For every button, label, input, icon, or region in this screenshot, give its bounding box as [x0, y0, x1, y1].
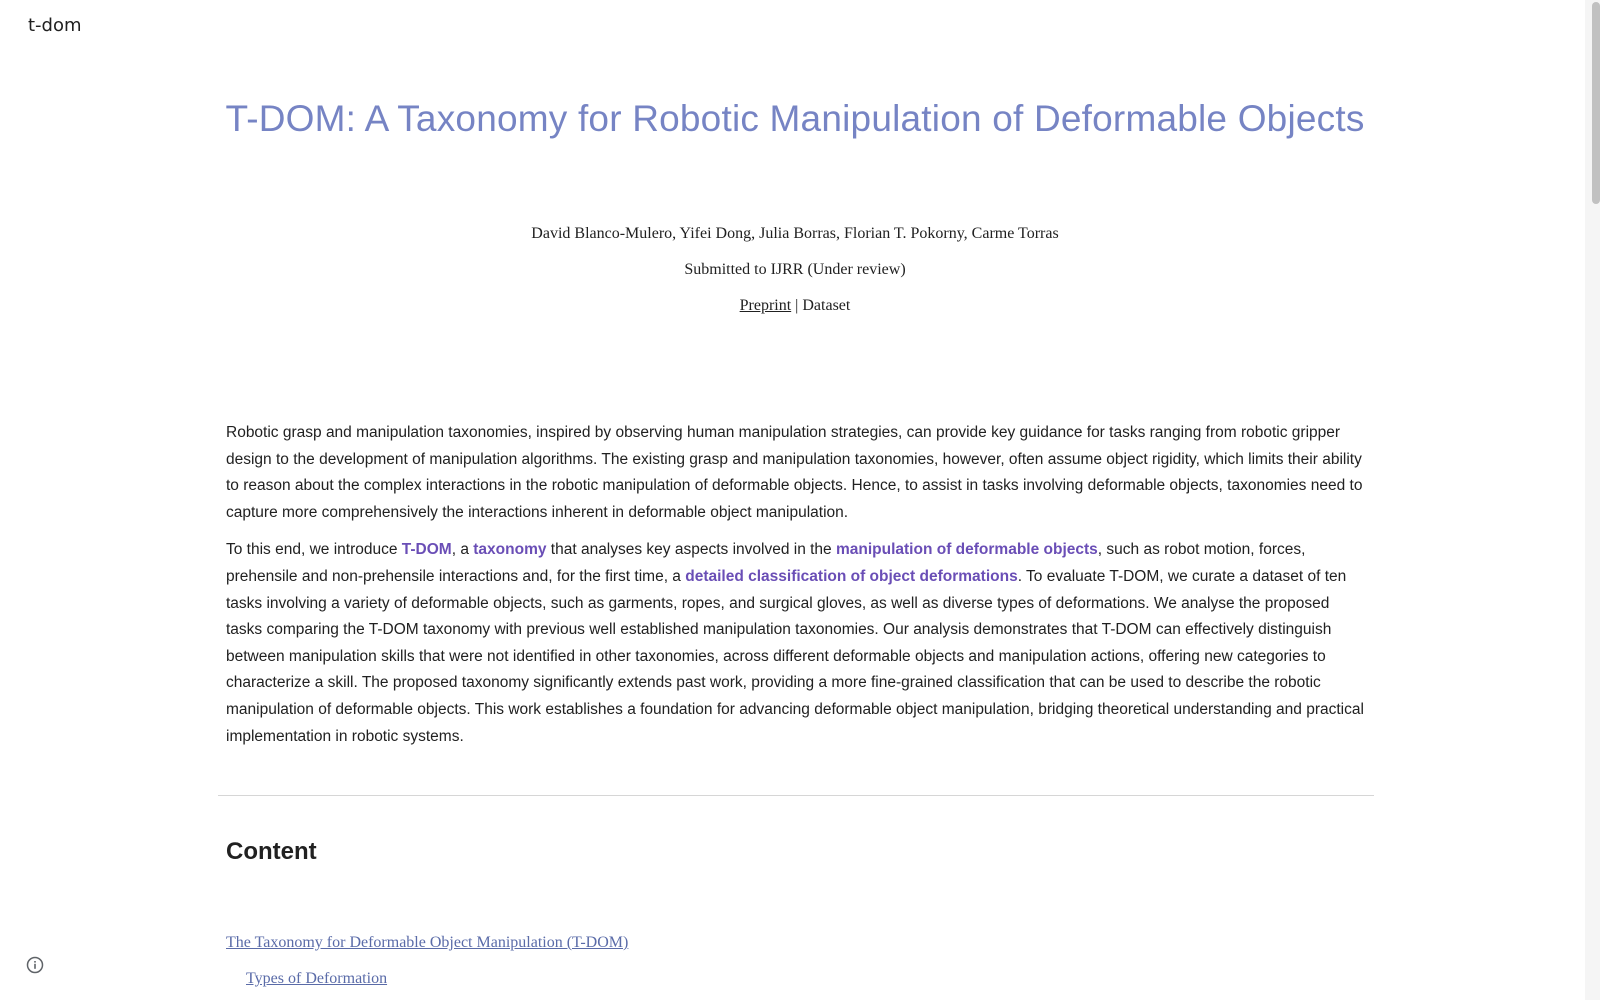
highlight-taxonomy: taxonomy: [473, 541, 547, 559]
toc-link-types-of-deformation[interactable]: Types of Deformation: [246, 970, 388, 987]
section-divider: [218, 795, 1374, 796]
dataset-label: Dataset: [802, 297, 851, 314]
authors-line: David Blanco-Mulero, Yifei Dong, Julia Borras, Florian T. Pokorny, Carme Torras: [531, 225, 1059, 242]
info-icon[interactable]: [26, 956, 44, 974]
highlight-manipulation: manipulation of deformable objects: [835, 541, 1098, 559]
abstract-paragraph-1: Robotic grasp and manipulation taxonomies, inspired by observing human manipulation strategies, can provide key guidance for tasks ranging from robotic gripper design to the development of manipulation algorithms. The existing grasp and manipulation taxonomies, however, often assume object rigidity, which limits their ability to reason about the complex interactions in the robotic manipulation of deformable objects. Hence, to assist in tasks involving deformable objects, taxonomies need to capture more comprehensively the interactions inherent in deformable object manipulation.: [226, 424, 1363, 521]
links-line: [0, 297, 1590, 315]
abstract-paragraph-2: [226, 537, 1366, 750]
site-name[interactable]: t-dom: [28, 15, 82, 36]
abstract-p2-text-b: , a: [451, 541, 474, 559]
highlight-tdom: T-DOM: [401, 541, 452, 559]
abstract-p2-text-a: To this end, we introduce: [226, 541, 402, 559]
abstract-section: [226, 420, 1366, 761]
abstract-p2-text-d: , such as robot motion, forces, prehensile and non-prehensile interactions and, for the first time, a: [226, 541, 1306, 585]
toc-link-taxonomy[interactable]: The Taxonomy for Deformable Object Manipulation (T-DOM): [226, 934, 629, 951]
content-heading: Content: [226, 838, 317, 865]
highlight-classification: detailed classification of object deformations: [685, 567, 1018, 585]
preprint-link[interactable]: Preprint: [739, 297, 792, 314]
links-separator: |: [795, 297, 799, 314]
venue-line: Submitted to IJRR (Under review): [684, 261, 906, 278]
page-title: T-DOM: A Taxonomy for Robotic Manipulation of Deformable Objects: [225, 98, 1365, 139]
abstract-p2-text-c: that analyses key aspects involved in the: [546, 541, 836, 559]
abstract-p2-text-e: . To evaluate T-DOM, we curate a dataset of ten tasks involving a variety of deformable objects, such as garments, ropes, and surgical gloves, as well as diverse types of deformations. We analyse the proposed tasks comparing the T-DOM taxonomy with previous well established manipulation taxonomies. Our analysis demonstrates that T-DOM can effectively distinguish between manipulation skills that were not identified in other taxonomies, across different deformable objects and manipulation actions, offering new categories to characterize a skill. The proposed taxonomy significantly extends past work, providing a more fine-grained classification that can be used to describe the robotic manipulation of deformable objects. This work establishes a foundation for advancing deformable object manipulation, bridging theoretical understanding and practical implementation in robotic systems.: [226, 567, 1364, 745]
scrollbar-thumb[interactable]: [1592, 2, 1600, 204]
